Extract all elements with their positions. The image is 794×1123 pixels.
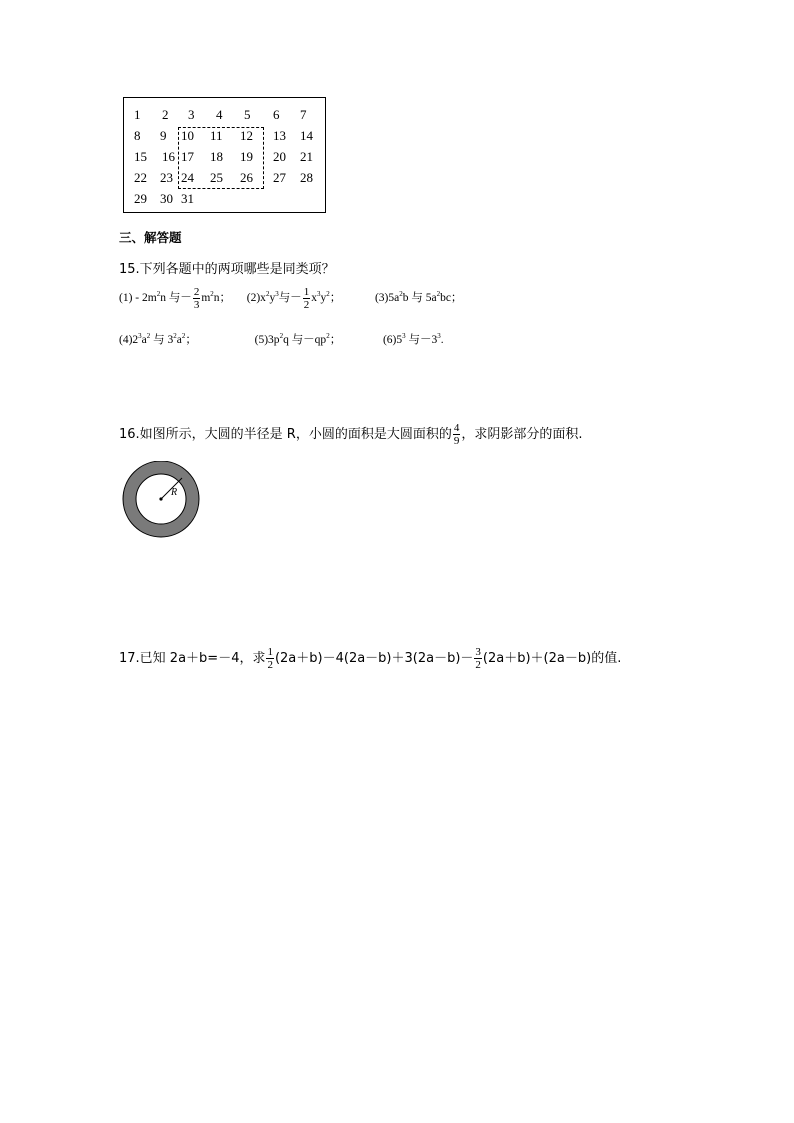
calendar-day: 30 [160, 191, 173, 206]
calendar-day: 2 [162, 107, 169, 122]
section-title: 三、解答题 [119, 230, 182, 245]
calendar-day: 27 [273, 170, 286, 185]
calendar-day: 10 [181, 128, 194, 143]
calendar-day: 11 [210, 128, 223, 143]
calendar-day: 17 [181, 149, 194, 164]
calendar-day: 9 [160, 128, 167, 143]
calendar-day: 1 [134, 107, 141, 122]
calendar-day: 15 [134, 149, 147, 164]
calendar-day: 5 [244, 107, 251, 122]
q15-line1: $(1) - 2m^2n$ 与－ $\frac{2}{3}$ $m^2n$； $(2)x^2y^3$与－ $\frac{1}{2}$ $x^3y^2$； $(3)5a^2b$ 与 $5a^2bc$； [119, 286, 463, 311]
calendar-day: 16 [162, 149, 175, 164]
q17-fraction-3-2: $\frac{3}{2}$ [475, 646, 481, 671]
calendar-day: 8 [134, 128, 141, 143]
q15-line2: $(4)2^3a^2$ 与 $3^2a^2$； $(5)3p^2q$ 与$-qp^2$； $(6)5^3$ 与$-3^3$. [119, 332, 444, 346]
calendar-day: 12 [240, 128, 253, 143]
calendar-day: 6 [273, 107, 280, 122]
q17-fraction-1-2: $\frac{1}{2}$ [267, 646, 273, 671]
calendar-day: 29 [134, 191, 147, 206]
q15-fraction-1-2: $\frac{1}{2}$ [303, 286, 310, 311]
calendar-table [123, 97, 326, 213]
calendar-day: 21 [300, 149, 313, 164]
calendar-day: 3 [188, 107, 195, 122]
radius-label: R [171, 487, 178, 498]
calendar-day: 7 [300, 107, 307, 122]
calendar-day: 22 [134, 170, 147, 185]
calendar-day: 13 [273, 128, 286, 143]
q15-stem: 15.下列各题中的两项哪些是同类项？ [119, 262, 335, 277]
calendar-day: 24 [181, 170, 194, 185]
q17-stem: 17.已知 2a＋b=－4，求 $\frac{1}{2}$ (2a＋b)－4(2a－b)＋3(2a－b)－ $\frac{3}{2}$ (2a＋b)＋(2a－b)的值. [119, 646, 622, 671]
q16-fraction-4-9: $\frac{4}{9}$ [453, 422, 460, 447]
calendar-day: 20 [273, 149, 286, 164]
q16-stem: 16.如图所示，大圆的半径是 R，小圆的面积是大圆面积的 $\frac{4}{9}$ ，求阴影部分的面积. [119, 422, 583, 447]
calendar-day: 28 [300, 170, 313, 185]
calendar-day: 23 [160, 170, 173, 185]
q15-fraction-2-3: $\frac{2}{3}$ [193, 286, 200, 311]
calendar-day: 18 [210, 149, 223, 164]
calendar-day: 4 [216, 107, 223, 122]
concentric-circles-figure [121, 461, 203, 541]
calendar-day: 31 [181, 191, 194, 206]
calendar-day: 26 [240, 170, 253, 185]
calendar-day: 25 [210, 170, 223, 185]
calendar-day: 19 [240, 149, 253, 164]
calendar-day: 14 [300, 128, 313, 143]
